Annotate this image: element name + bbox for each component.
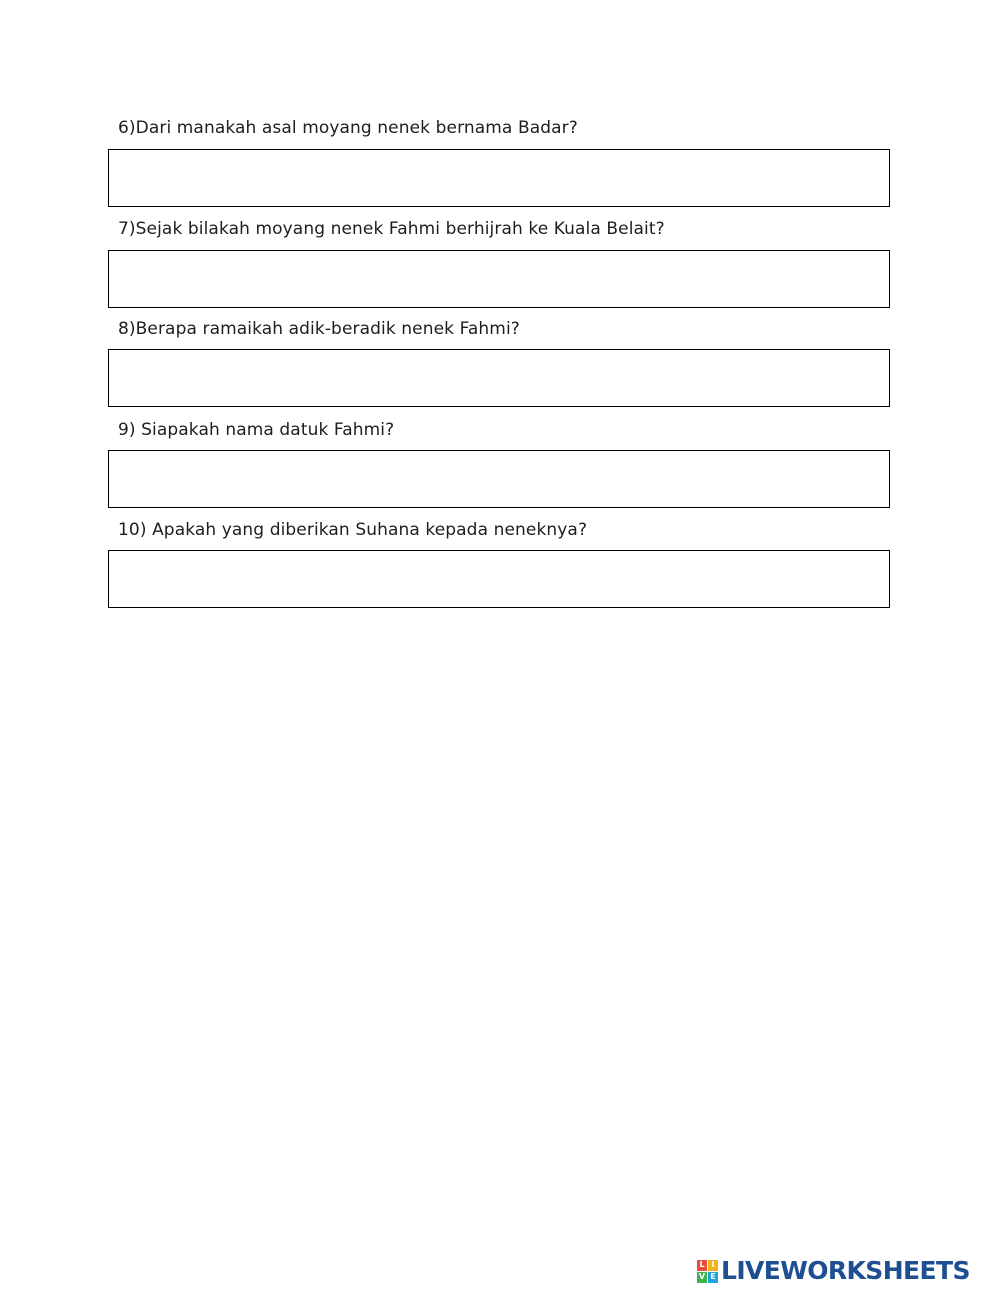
logo-wordmark: LIVEWORKSHEETS (721, 1256, 970, 1285)
question-6-label: 6)Dari manakah asal moyang nenek bernama Badar? (118, 118, 578, 138)
answer-6-input[interactable] (108, 149, 890, 207)
logo-tile-v: V (698, 1272, 706, 1281)
logo-tile-e: E (708, 1272, 718, 1283)
logo-tile-l: L (697, 1260, 707, 1271)
question-9-label: 9) Siapakah nama datuk Fahmi? (118, 420, 395, 440)
question-8-label: 8)Berapa ramaikah adik-beradik nenek Fahmi? (118, 319, 520, 339)
answer-7-input[interactable] (108, 250, 890, 308)
logo-blocks-icon (697, 1260, 718, 1283)
answer-9-input[interactable] (108, 450, 890, 508)
answer-10-input[interactable] (108, 550, 890, 608)
logo-tile-i: I (708, 1260, 718, 1271)
question-7-label: 7)Sejak bilakah moyang nenek Fahmi berhijrah ke Kuala Belait? (118, 219, 665, 239)
answer-8-input[interactable] (108, 349, 890, 407)
question-10-label: 10) Apakah yang diberikan Suhana kepada neneknya? (118, 520, 588, 540)
liveworksheets-logo (697, 1256, 970, 1286)
